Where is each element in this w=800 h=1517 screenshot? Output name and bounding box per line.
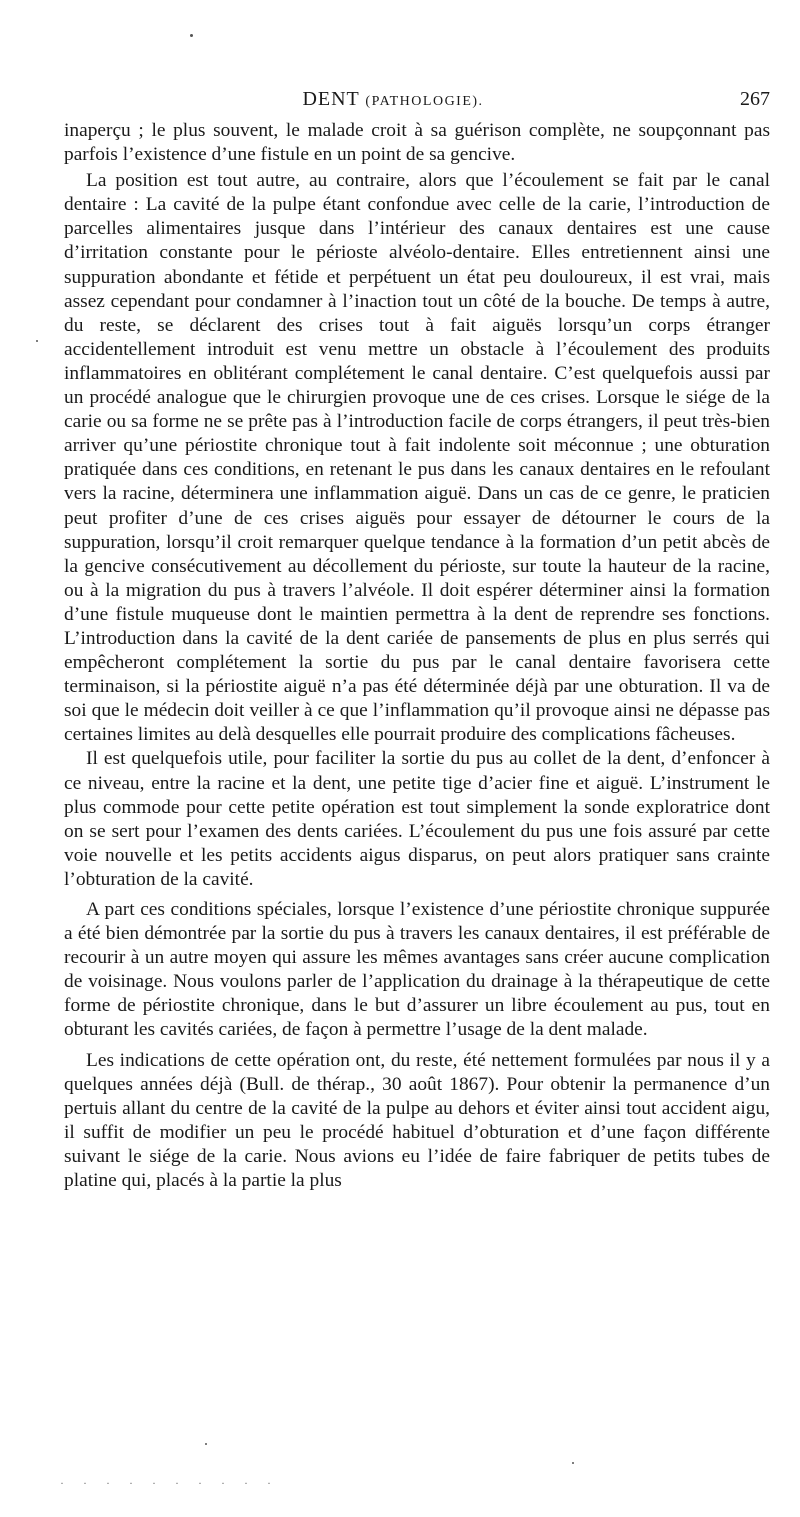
page-number: 267	[740, 88, 770, 110]
print-speck	[36, 340, 38, 342]
running-title	[56, 88, 770, 111]
paragraph: Il est quelquefois utile, pour faciliter la sortie du pus au collet de la dent, d’enfoncer à ce niveau, entre la racine et la dent, une petite tige d’acier fine et aiguë. L’instrument le plus commode pour cette petite opération est tout simplement la sonde exploratrice dont on se sert pour l’examen des dents cariées. L’écoulement du pus une fois assuré par cette voie nouvelle et les petits accidents aigus disparus, on peut alors pratiquer sans crainte l’obturation de la cavité.	[64, 748, 770, 890]
paragraph-continued: inaperçu ; le plus souvent, le malade croit à sa guérison complète, ne soupçonnant pas parfois l’existence d’une fistule en un point de sa gencive.	[64, 120, 770, 166]
paragraph: A part ces conditions spéciales, lorsque l’existence d’une périostite chronique suppurée a été bien démontrée par la sortie du pus à travers les canaux dentaires, il est préférable de recourir à un autre moyen qui assure les mêmes avantages sans créer aucune complication de voisinage. Nous voulons parler de l’application du drainage à la thérapeutique de cette forme de périostite chronique, dans le but d’assurer un libre écoulement au pus, tout en obturant les cavités cariées, de façon à permettre l’usage de la dent malade.	[64, 899, 770, 1041]
paragraph: La position est tout autre, au contraire, alors que l’écoulement se fait par le canal dentaire : La cavité de la pulpe étant confondue avec celle de la carie, l’introduction de parcelles alimentaires jusque dans l’intérieur des canaux dentaires est une cause d’irritation constante pour le périoste alvéolo-dentaire. Elles entretiennent ainsi une suppuration abondante et fétide et perpétuent un état peu douloureux, il est vrai, mais assez cependant pour condamner à l’inaction tout un côté de la bouche. De temps à autre, du reste, se déclarent des crises tout à fait aiguës lorsqu’un corps étranger accidentellement introduit est venu mettre un obstacle à l’écoulement des produits inflammatoires en oblitérant complétement le canal dentaire. C’est quelquefois aussi par un procédé analogue que le chirurgien provoque une de ces crises. Lorsque le siége de la carie ou sa forme ne se prête pas à l’introduction facile de corps étrangers, il peut très-bien arriver qu’une périostite chronique tout à fait indolente soit méconnue ; une obturation pratiquée dans ces conditions, en retenant le pus dans les canaux dentaires en le refoulant vers la racine, déterminera une inflammation aiguë. Dans un cas de ce genre, le praticien peut profiter d’une de ces crises aiguës pour essayer de détourner le cours de la suppuration, lorsqu’il croit remarquer quelque tendance à la formation d’un petit abcès de la gencive consécutivement au décollement du périoste, sur toute la hauteur de la racine, ou à la migration du pus à travers l’alvéole. Il doit espérer déterminer ainsi la formation d’une fistule muqueuse dont le maintien permettra à la dent de reprendre ses fonctions. L’introduction dans la cavité de la dent cariée de pansements de plus en plus serrés qui empêcheront complétement la sortie du pus par le canal dentaire favorisera cette terminaison, si la périostite aiguë n’a pas été déterminée déjà par une obturation. Il va de soi que le médecin doit veiller à ce que l’inflammation qu’il provoque ainsi ne dépasse pas certaines limites au delà desquelles elle pourrait produire des complications fâcheuses.	[64, 170, 770, 746]
body-text	[64, 119, 770, 1193]
running-head	[56, 88, 770, 114]
print-speck	[205, 1443, 207, 1445]
footer-marks: · · · · · · · · · ·	[60, 1476, 279, 1490]
paragraph: Les indications de cette opération ont, du reste, été nettement formulées par nous il y a quelques années déjà (Bull. de thérap., 30 août 1867). Pour obtenir la permanence d’un pertuis allant du centre de la cavité de la pulpe au dehors et éviter ainsi tout accident aigu, il suffit de modifier un peu le procédé habituel d’obturation et d’une façon différente suivant le siége de la carie. Nous avions eu l’idée de faire fabriquer de petits tubes de platine qui, placés à la partie la plus	[64, 1049, 770, 1192]
running-title-sub: (PATHOLOGIE).	[365, 94, 484, 109]
running-title-main: DENT	[302, 88, 360, 110]
print-speck	[572, 1462, 574, 1464]
print-speck	[190, 34, 193, 37]
